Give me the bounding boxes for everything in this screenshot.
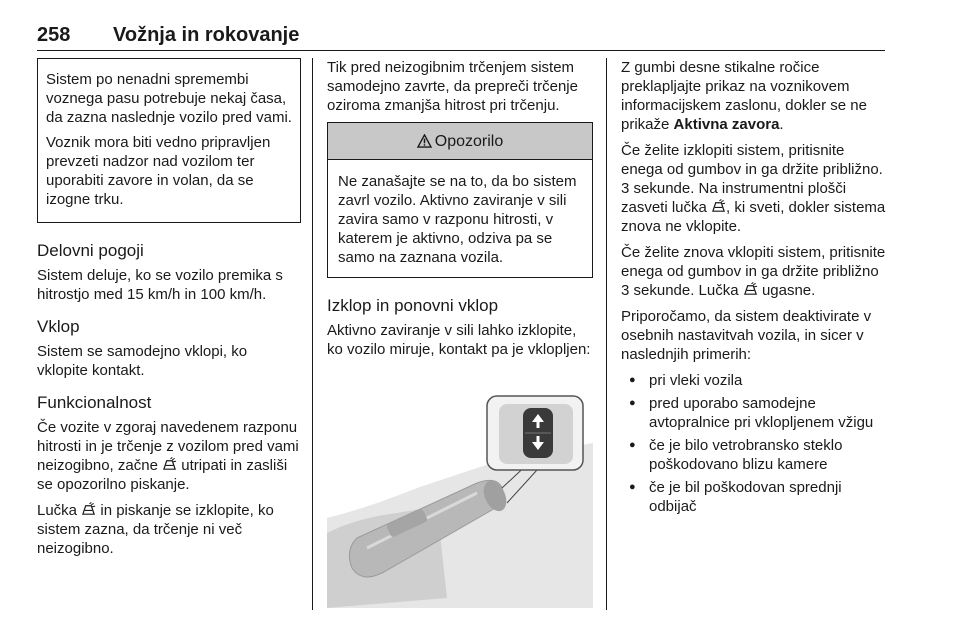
intro-text: Tik pred neizogibnim trčenjem sistem samodejno zavrte, da prepreči trčenje oziroma zmanjša hitrost pri trčenju. <box>327 59 578 114</box>
text-run: Lučka <box>37 502 78 519</box>
stalk-illustration <box>327 388 593 608</box>
note-paragraph: Voznik mora biti vedno pripravljen prevzeti nadzor nad vozilom ter uporabiti zavore in volan, da se izogne trku. <box>46 134 271 208</box>
section-text: Sistem deluje, ko se vozilo premika s hitrostjo med 15 km/h in 100 km/h. <box>37 267 283 303</box>
section-heading: Funkcionalnost <box>37 393 152 412</box>
page-header <box>37 22 885 51</box>
list-item: ● če je bilo vetrobransko steklo poškodovano blizu kamere <box>621 436 887 474</box>
column-right <box>621 58 887 520</box>
list-item: ● pri vleki vozila <box>621 371 887 390</box>
note-box <box>37 58 301 223</box>
section-text <box>37 501 301 558</box>
collision-warning-icon <box>711 199 726 214</box>
section-text <box>37 418 301 494</box>
text-run: , ki sveti, dokler sistema znova ne vklopite. <box>621 199 886 235</box>
note-paragraph: Sistem po nenadni spremembi voznega pasu potrebuje nekaj časa, da zazna naslednje vozilo pred vami. <box>46 71 292 126</box>
collision-warning-icon <box>162 457 177 472</box>
warning-body <box>328 160 592 277</box>
warning-text: Ne zanašajte se na to, da bo sistem zavrl vozilo. Aktivno zaviranje v sili zavira samo v razponu hitrosti, v katerem je aktivno, odziva pa se samo na zaznana vozila. <box>338 173 577 266</box>
text-run: Z gumbi desne stikalne ročice preklapljajte prikaz na voznikovem informacijskem zaslonu, dokler se ne prikaže <box>621 59 867 133</box>
text-run: Če vozite v zgoraj navedenem razponu hitrosti in je trčenje z vozilom pred vami neizogibno, začne <box>37 419 299 474</box>
column-divider <box>312 58 313 610</box>
paragraph <box>621 243 887 300</box>
text-run: utripati in zasliši se opozorilno piskanje. <box>37 457 288 493</box>
warning-header <box>328 123 592 160</box>
collision-warning-icon <box>743 282 758 297</box>
text-run: Če želite izklopiti sistem, pritisnite enega od gumbov in ga držite približno. 3 sekunde. Na instrumentni plošči zasveti lučka <box>621 142 883 216</box>
column-divider <box>606 58 607 610</box>
section-heading: Izklop in ponovni vklop <box>327 296 499 315</box>
warning-box <box>327 122 593 278</box>
paragraph: Priporočamo, da sistem deaktivirate v osebnih nastavitvah vozila, in sicer v naslednjih primerih: <box>621 308 872 363</box>
text-run: ugasne. <box>761 282 816 299</box>
section-text: Aktivno zaviranje v sili lahko izklopite, ko vozilo miruje, kontakt pa je vklopljen: <box>327 322 591 358</box>
warning-title: Opozorilo <box>434 132 504 150</box>
list-item: ● če je bil poškodovan sprednji odbijač <box>621 478 887 516</box>
list-item: ● pred uporabo samodejne avtopralnice pri vklopljenem vžigu <box>621 394 887 432</box>
column-left <box>37 58 301 565</box>
paragraph <box>621 141 887 236</box>
collision-warning-icon <box>81 502 96 517</box>
column-middle <box>327 58 593 366</box>
paragraph <box>621 58 887 134</box>
text-run: . <box>779 116 784 133</box>
chapter-title: Vožnja in rokovanje <box>113 24 300 46</box>
text-run: in piskanje se izklopite, ko sistem zazna, da trčenje ni več neizogibno. <box>37 502 274 557</box>
section-text: Sistem se samodejno vklopi, ko vklopite kontakt. <box>37 343 248 379</box>
section-heading: Delovni pogoji <box>37 241 144 260</box>
bullet-list <box>621 371 887 516</box>
text-run: Če želite znova vklopiti sistem, pritisnite enega od gumbov in ga držite približno 3 sekunde. Lučka <box>621 244 886 299</box>
page-number: 258 <box>37 24 71 46</box>
bold-term: Aktivna zavora <box>673 116 780 133</box>
section-heading: Vklop <box>37 317 80 336</box>
warning-triangle-icon <box>417 134 432 148</box>
